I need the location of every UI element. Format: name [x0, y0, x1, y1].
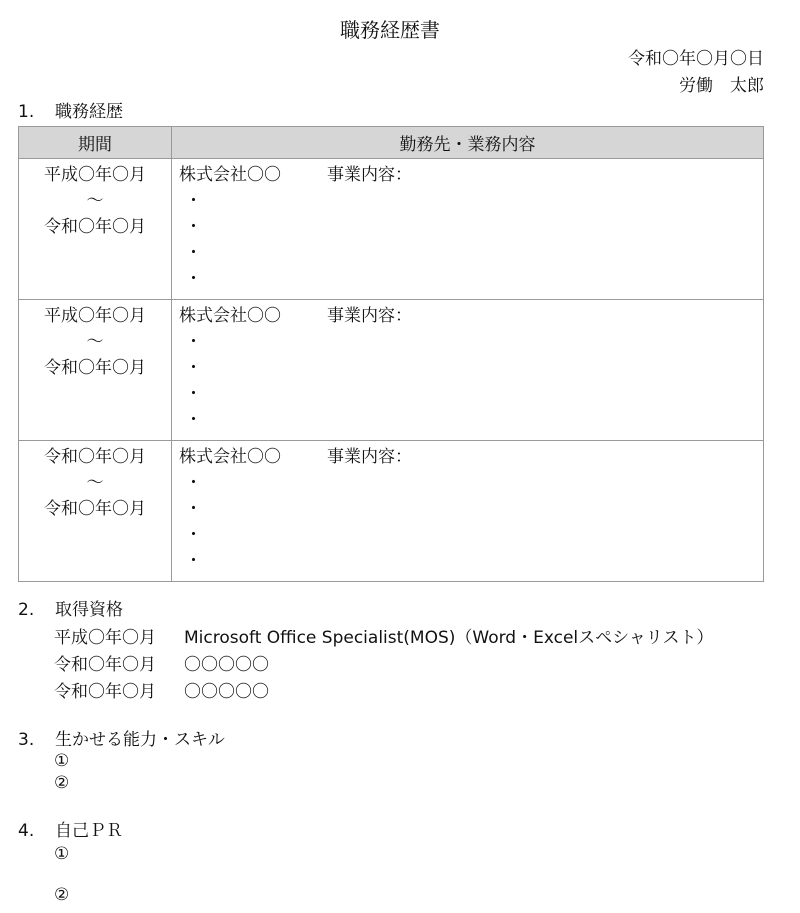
period-from: 平成〇年〇月: [44, 306, 146, 326]
section-label: 職務経歴: [55, 102, 123, 122]
pr-item: ②: [54, 885, 70, 905]
period-separator: 〜: [86, 191, 104, 211]
duty-bullet: ・: [185, 499, 202, 519]
section-qualifications-heading: [18, 595, 123, 620]
qualification-date: 平成〇年〇月: [54, 628, 156, 648]
author-name: 労働 太郎: [679, 76, 764, 96]
period-from: 令和〇年〇月: [44, 447, 146, 467]
period-cell: [19, 300, 172, 441]
section-label: 生かせる能力・スキル: [55, 730, 225, 750]
skill-item: ②: [54, 773, 70, 793]
duty-bullet: ・: [185, 358, 202, 378]
section-label: 取得資格: [55, 600, 123, 620]
qualification-name: 〇〇〇〇〇: [184, 655, 269, 675]
qualification-item: [54, 623, 713, 648]
period-cell: [19, 159, 172, 300]
duties-cell: [172, 159, 764, 300]
pr-item: ①: [54, 844, 70, 864]
duty-bullet: ・: [185, 217, 202, 237]
period-separator: 〜: [86, 473, 104, 493]
header-period: 期間: [19, 127, 172, 159]
qualification-name: 〇〇〇〇〇: [184, 682, 269, 702]
period-separator: 〜: [86, 332, 104, 352]
header-employer-duties: 勤務先・業務内容: [172, 127, 764, 159]
table-row: [19, 441, 764, 582]
duties-cell: [172, 300, 764, 441]
duty-bullet: ・: [185, 525, 202, 545]
period-from: 平成〇年〇月: [44, 165, 146, 185]
period-to: 令和〇年〇月: [44, 499, 146, 519]
section-number: 1.: [18, 102, 35, 122]
duty-bullet: ・: [185, 551, 202, 571]
company-name: 株式会社〇〇: [179, 165, 281, 185]
section-pr-heading: [18, 816, 123, 841]
period-to: 令和〇年〇月: [44, 358, 146, 378]
duty-bullet: ・: [185, 473, 202, 493]
qualification-date: 令和〇年〇月: [54, 655, 156, 675]
qualification-item: [54, 650, 269, 675]
section-number: 4.: [18, 821, 35, 841]
section-career-heading: [18, 97, 123, 122]
duty-bullet: ・: [185, 410, 202, 430]
table-row: [19, 300, 764, 441]
qualification-item: [54, 677, 269, 702]
section-label: 自己ＰＲ: [55, 821, 123, 841]
duty-bullet: ・: [185, 332, 202, 352]
document-date: 令和〇年〇月〇日: [628, 49, 764, 69]
company-name: 株式会社〇〇: [179, 306, 281, 326]
duty-bullet: ・: [185, 243, 202, 263]
table-row: [19, 159, 764, 300]
duty-bullet: ・: [185, 191, 202, 211]
duty-bullet: ・: [185, 269, 202, 289]
qualification-date: 令和〇年〇月: [54, 682, 156, 702]
duties-label: 事業内容：: [327, 165, 412, 185]
period-to: 令和〇年〇月: [44, 217, 146, 237]
duties-cell: [172, 441, 764, 582]
skill-item: ①: [54, 751, 70, 771]
table-header-row: [19, 127, 764, 159]
qualification-name: Microsoft Office Specialist(MOS)（Word・Excelスペシャリスト）: [184, 628, 714, 648]
duties-label: 事業内容：: [327, 447, 412, 467]
duty-bullet: ・: [185, 384, 202, 404]
company-name: 株式会社〇〇: [179, 447, 281, 467]
career-table: [18, 126, 764, 582]
section-skills-heading: [18, 725, 225, 750]
section-number: 3.: [18, 730, 35, 750]
duties-label: 事業内容：: [327, 306, 412, 326]
period-cell: [19, 441, 172, 582]
document-title: 職務経歴書: [340, 18, 440, 42]
section-number: 2.: [18, 600, 35, 620]
